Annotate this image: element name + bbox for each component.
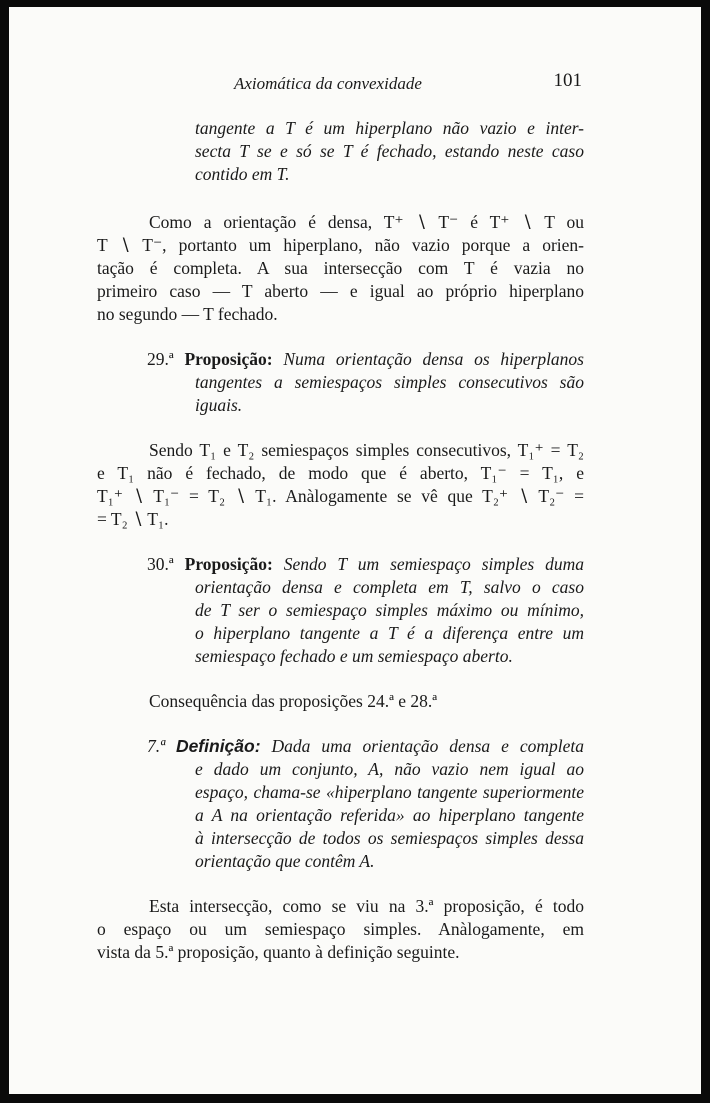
intro-paragraph: [195, 117, 584, 186]
para-line: Como a orientação é densa, T⁺ ∖ T⁻ é T⁺ ∖ T ou: [149, 212, 584, 232]
def-text: Dada uma orientação densa e completa: [271, 736, 585, 756]
book-page: [9, 7, 701, 1094]
para-line: primeiro caso — T aberto — e igual ao próprio hiperplano: [97, 281, 584, 301]
page-number: 101: [553, 70, 582, 91]
paragraph-sendo: [97, 439, 584, 531]
para-line: T ∖ T⁻, portanto um hiperplano, não vazio porque a orien-: [97, 235, 584, 255]
para-line: tação é completa. A sua intersecção com T é vazia no: [97, 258, 584, 278]
para-line: no segundo — T fechado.: [97, 304, 278, 324]
para-line: Esta intersecção, como se viu na 3.ª proposição, é todo: [149, 896, 584, 916]
paragraph-consequencia: [97, 690, 584, 713]
def-number: 7.ª: [147, 736, 165, 756]
running-title: Axiomática da convexidade: [234, 74, 422, 93]
proposition-29: [97, 348, 584, 417]
def-label: Definição:: [175, 736, 261, 756]
definition-7: [97, 735, 584, 873]
def-first-line: [147, 735, 584, 758]
intro-line: tangente a T é um hiperplano não vazio e inter-: [195, 118, 584, 138]
prop-label: Proposição:: [184, 349, 273, 369]
page-header: [97, 69, 584, 99]
def-line: orientação que contêm A.: [195, 851, 375, 871]
prop-number: 30.ª: [147, 554, 174, 574]
prop-line: tangentes a semiespaços simples consecutivos são: [195, 372, 584, 392]
intro-line: contido em T.: [195, 164, 290, 184]
prop-line: iguais.: [195, 395, 243, 415]
prop-line: o hiperplano tangente a T é a diferença entre um: [195, 623, 584, 643]
para-line: o espaço ou um semiespaço simples. Anàlogamente, em: [97, 919, 584, 939]
prop-line: de T ser o semiespaço simples máximo ou mínimo,: [195, 600, 584, 620]
prop-number: 29.ª: [147, 349, 174, 369]
def-line: a A na orientação referida» ao hiperplano tangente: [195, 805, 584, 825]
def-line: e dado um conjunto, A, não vazio nem igual ao: [195, 759, 584, 779]
prop-first-line: [147, 348, 584, 371]
intro-line: secta T se e só se T é fechado, estando neste caso: [195, 141, 584, 161]
prop-line: semiespaço fechado e um semiespaço aberto.: [195, 646, 513, 666]
page-content: [97, 69, 584, 964]
prop-line: orientação densa e completa em T, salvo o caso: [195, 577, 584, 597]
prop-text: Numa orientação densa os hiperplanos: [283, 349, 584, 369]
para-line: Sendo T₁ e T₂ semiespaços simples consecutivos, T₁⁺ = T₂: [149, 440, 584, 460]
para-line: = T₂ ∖ T₁.: [97, 509, 169, 529]
prop-label: Proposição:: [184, 554, 273, 574]
para-line: T₁⁺ ∖ T₁⁻ = T₂ ∖ T₁. Anàlogamente se vê que T₂⁺ ∖ T₂⁻ =: [97, 486, 584, 506]
def-line: à intersecção de todos os semiespaços simples dessa: [195, 828, 584, 848]
def-line: espaço, chama-se «hiperplano tangente superiormente: [195, 782, 584, 802]
para-line: vista da 5.ª proposição, quanto à definição seguinte.: [97, 942, 460, 962]
proposition-30: [97, 553, 584, 668]
paragraph-orientation-densa: [97, 211, 584, 326]
prop-text: Sendo T um semiespaço simples duma: [283, 554, 585, 574]
prop-first-line: [147, 553, 584, 576]
paragraph-esta-interseccao: [97, 895, 584, 964]
para-line: e T₁ não é fechado, de modo que é aberto, T₁⁻ = T₁, e: [97, 463, 584, 483]
para-line: Consequência das proposições 24.ª e 28.ª: [149, 691, 438, 711]
